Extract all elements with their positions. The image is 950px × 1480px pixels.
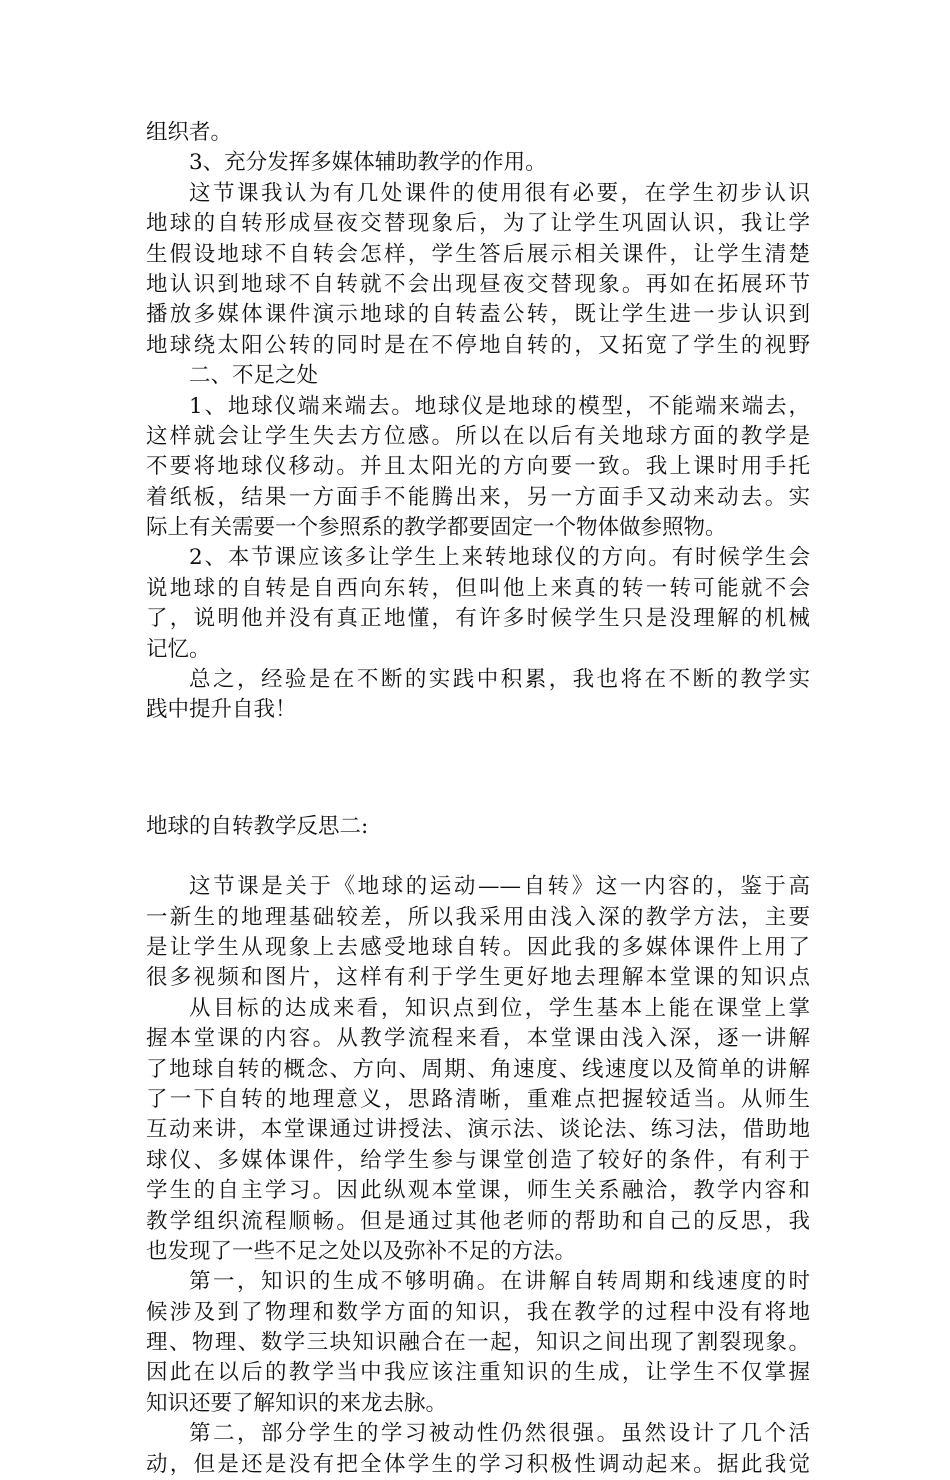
- section-one: [146, 118, 810, 726]
- text-line: 二、不足之处: [189, 363, 319, 389]
- title-gap: [146, 842, 810, 872]
- text-line: 动，但是还是没有把全体学生的学习积极性调动起来。据此我觉: [146, 1451, 810, 1477]
- text-line: 是让学生从现象上去感受地球自转。因此我的多媒体课件上用了: [146, 934, 810, 960]
- text-line: 组织者。: [146, 120, 233, 145]
- text-line: 1、地球仪端来端去。地球仪是地球的模型，不能端来端去，: [189, 393, 810, 419]
- text-line: 了一下自转的地理意义，思路清晰，重难点把握较适当。从师生: [146, 1086, 810, 1112]
- text-line: 理、物理、数学三块知识融合在一起，知识之间出现了割裂现象。: [146, 1330, 810, 1356]
- text-line: 地球的自转形成昼夜交替现象后，为了让学生巩固认识，我让学: [146, 211, 810, 237]
- text-line: 这节课是关于《地球的运动——自转》这一内容的，鉴于高: [189, 874, 810, 900]
- text-line: 播放多媒体课件演示地球的自转盍公转，既让学生进一步认识到: [146, 302, 810, 328]
- text-line: 一新生的地理基础较差，所以我采用由浅入深的教学方法，主要: [146, 904, 810, 930]
- text-line: 不要将地球仪移动。并且太阳光的方向要一致。我上课时用手托: [146, 454, 810, 480]
- text-line: 际上有关需要一个参照系的教学都要固定一个物体做参照物。: [146, 515, 727, 541]
- document-page: [146, 118, 810, 1480]
- section-two-title: 地球的自转教学反思二:: [146, 813, 369, 839]
- text-line: 学生的自主学习。因此纵观本堂课，师生关系融洽，教学内容和: [146, 1178, 810, 1204]
- text-line: 地认识到地球不自转就不会出现昼夜交替现象。再如在拓展环节: [146, 271, 810, 297]
- section-gap: [146, 726, 810, 812]
- section-two: [146, 872, 810, 1480]
- text-line: 第二，部分学生的学习被动性仍然很强。虽然设计了几个活: [189, 1421, 810, 1447]
- text-line: 这样就会让学生失去方位感。所以在以后有关地球方面的教学是: [146, 423, 810, 449]
- text-line: 生假设地球不自转会怎样，学生答后展示相关课件，让学生清楚: [146, 241, 810, 267]
- text-line: 因此在以后的教学当中我应该注重知识的生成，让学生不仅掌握: [146, 1360, 810, 1386]
- text-line: 从目标的达成来看，知识点到位，学生基本上能在课堂上掌: [189, 995, 810, 1021]
- text-line: 知识还要了解知识的来龙去脉。: [146, 1390, 448, 1416]
- text-line: 教学组织流程顺畅。但是通过其他老师的帮助和自己的反思，我: [146, 1208, 810, 1234]
- text-line: 第一，知识的生成不够明确。在讲解自转周期和线速度的时: [189, 1269, 810, 1295]
- text-line: 握本堂课的内容。从教学流程来看，本堂课由浅入深，逐一讲解: [146, 1026, 810, 1052]
- text-line: 这节课我认为有几处课件的使用很有必要，在学生初步认识: [189, 180, 810, 206]
- text-line: 地球绕太阳公转的同时是在不停地自转的，又拓宽了学生的视野: [146, 332, 810, 358]
- text-line: 记忆。: [146, 636, 211, 662]
- text-line: 着纸板，结果一方面手不能腾出来，另一方面手又动来动去。实: [146, 484, 810, 510]
- text-line: 了，说明他并没有真正地懂，有许多时候学生只是没理解的机械: [146, 606, 810, 632]
- text-line: 也发现了一些不足之处以及弥补不足的方法。: [146, 1238, 577, 1264]
- text-line: 总之，经验是在不断的实践中积累，我也将在不断的教学实: [189, 667, 810, 693]
- text-line: 候涉及到了物理和数学方面的知识，我在教学的过程中没有将地: [146, 1299, 810, 1325]
- text-line: 2、本节课应该多让学生上来转地球仪的方向。有时候学生会: [189, 545, 810, 571]
- text-line: 很多视频和图片，这样有利于学生更好地去理解本堂课的知识点: [146, 965, 810, 991]
- text-line: 践中提升自我！: [146, 697, 297, 723]
- text-line: 了地球自转的概念、方向、周期、角速度、线速度以及简单的讲解: [146, 1056, 810, 1082]
- text-line: 球仪、多媒体课件，给学生参与课堂创造了较好的条件，有利于: [146, 1147, 810, 1173]
- text-line: 互动来讲，本堂课通过讲授法、演示法、谈论法、练习法，借助地: [146, 1117, 810, 1143]
- text-line: 3、充分发挥多媒体辅助教学的作用。: [189, 150, 547, 176]
- text-line: 说地球的自转是自西向东转，但叫他上来真的转一转可能就不会: [146, 575, 810, 601]
